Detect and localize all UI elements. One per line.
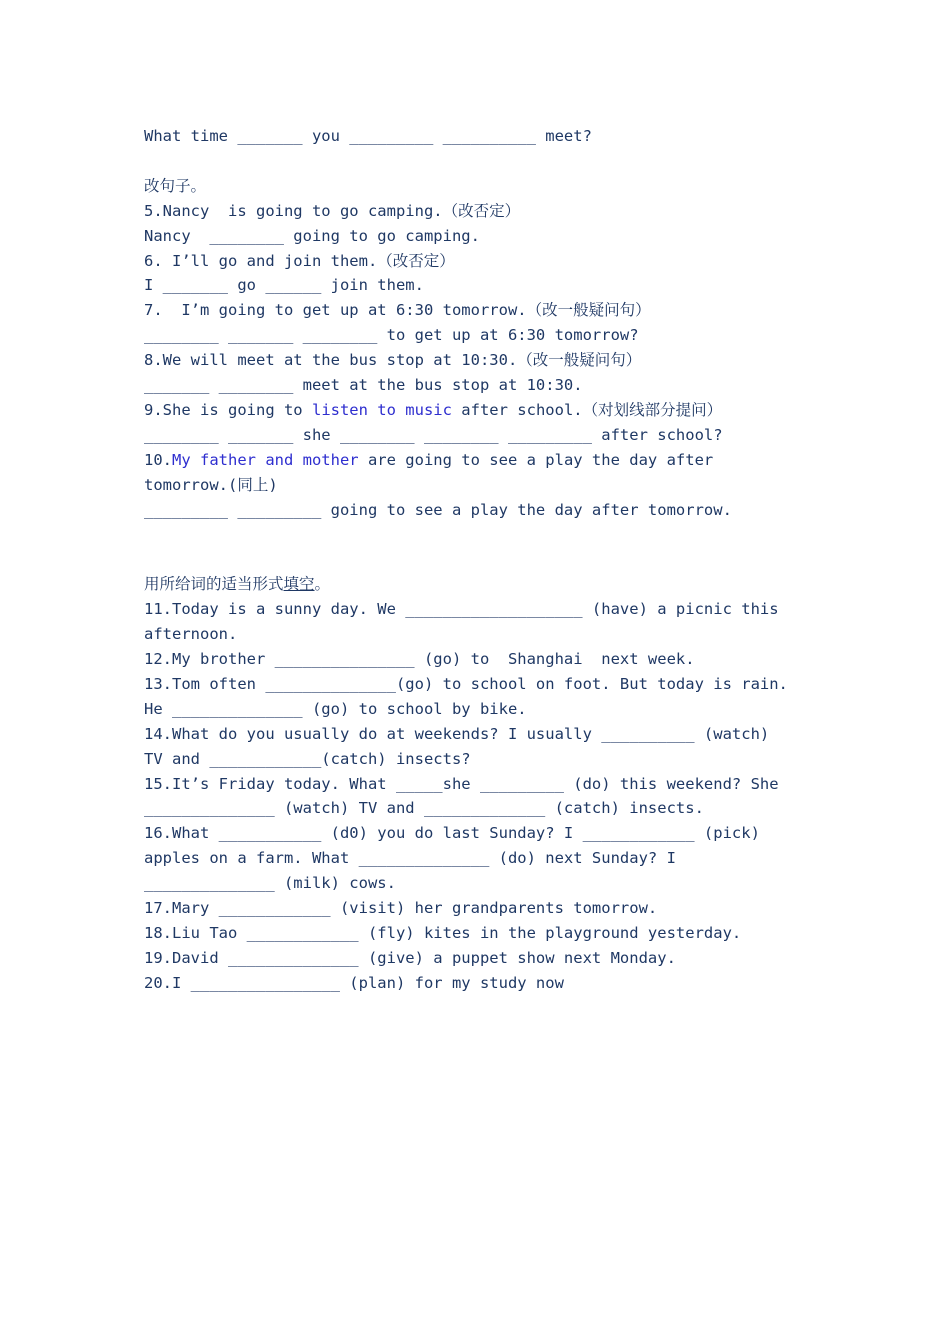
fill-line: 13.Tom often ______________(go) to school on foot. But today is rain.	[144, 674, 788, 693]
question-10-highlight: My father and mother	[172, 450, 359, 469]
answer-5: Nancy ________ going to go camping.	[144, 226, 480, 245]
fill-line: 18.Liu Tao ____________ (fly) kites in the playground yesterday.	[144, 923, 742, 942]
fill-line: 11.Today is a sunny day. We ___________________ (have) a picnic this	[144, 600, 779, 619]
section-fill-heading	[144, 572, 824, 597]
fill-line: 20.I ________________ (plan) for my study now	[144, 973, 564, 992]
section-fill-heading-post: 。	[314, 575, 331, 594]
question-9-pre: 9.She is going to	[144, 400, 312, 419]
spacer	[144, 522, 824, 572]
fill-line: afternoon.	[144, 625, 238, 644]
fill-line: 12.My brother _______________ (go) to Shanghai next week.	[144, 650, 695, 668]
question-9	[144, 398, 824, 423]
intro-line: What time _______ you _________ __________ meet?	[144, 127, 592, 145]
spacer	[144, 149, 824, 174]
question-5: 5.Nancy is going to go camping.（改否定）	[144, 201, 521, 220]
answer-6: I _______ go ______ join them.	[144, 276, 424, 295]
question-10	[144, 448, 824, 473]
answer-7: ________ _______ ________ to get up at 6:30 tomorrow?	[144, 326, 639, 345]
fill-line: 17.Mary ____________ (visit) her grandparents tomorrow.	[144, 899, 658, 918]
fill-line: TV and ____________(catch) insects?	[144, 749, 471, 768]
fill-line: 15.It’s Friday today. What _____she _________ (do) this weekend? She	[144, 774, 779, 793]
question-7: 7. I’m going to get up at 6:30 tomorrow.（改一般疑问句）	[144, 301, 651, 320]
question-10-num: 10.	[144, 450, 172, 469]
question-8: 8.We will meet at the bus stop at 10:30.（改一般疑问句）	[144, 351, 642, 370]
fill-line: He ______________ (go) to school by bike.	[144, 699, 527, 718]
fill-line: 14.What do you usually do at weekends? I usually __________ (watch)	[144, 724, 770, 743]
fill-line: 16.What ___________ (d0) you do last Sunday? I ____________ (pick)	[144, 824, 760, 843]
fill-line: 19.David ______________ (give) a puppet show next Monday.	[144, 948, 676, 967]
question-10-post: are going to see a play the day after	[358, 450, 714, 469]
section-fill-heading-pre: 用所给词的适当形式	[144, 575, 284, 594]
section-fill-heading-underlined: 填空	[283, 575, 315, 594]
question-9-post: after school.（对划线部分提问）	[451, 400, 723, 419]
fill-line: apples on a farm. What ______________ (do) next Sunday? I	[144, 849, 676, 868]
answer-8: _______ ________ meet at the bus stop at 10:30.	[144, 376, 583, 395]
worksheet-page	[144, 124, 824, 996]
answer-9: ________ _______ she ________ ________ _________ after school?	[144, 425, 723, 444]
fill-in-list	[144, 597, 824, 996]
question-6: 6. I’ll go and join them.（改否定）	[144, 251, 455, 270]
question-9-highlight: listen to music	[311, 400, 452, 419]
answer-10: _________ _________ going to see a play the day after tomorrow.	[144, 500, 732, 519]
fill-line: ______________ (milk) cows.	[144, 874, 396, 893]
question-10-continued: tomorrow.(同上)	[144, 475, 278, 494]
section-rewrite-heading: 改句子。	[144, 176, 207, 195]
fill-line: ______________ (watch) TV and _____________ (catch) insects.	[144, 799, 704, 818]
